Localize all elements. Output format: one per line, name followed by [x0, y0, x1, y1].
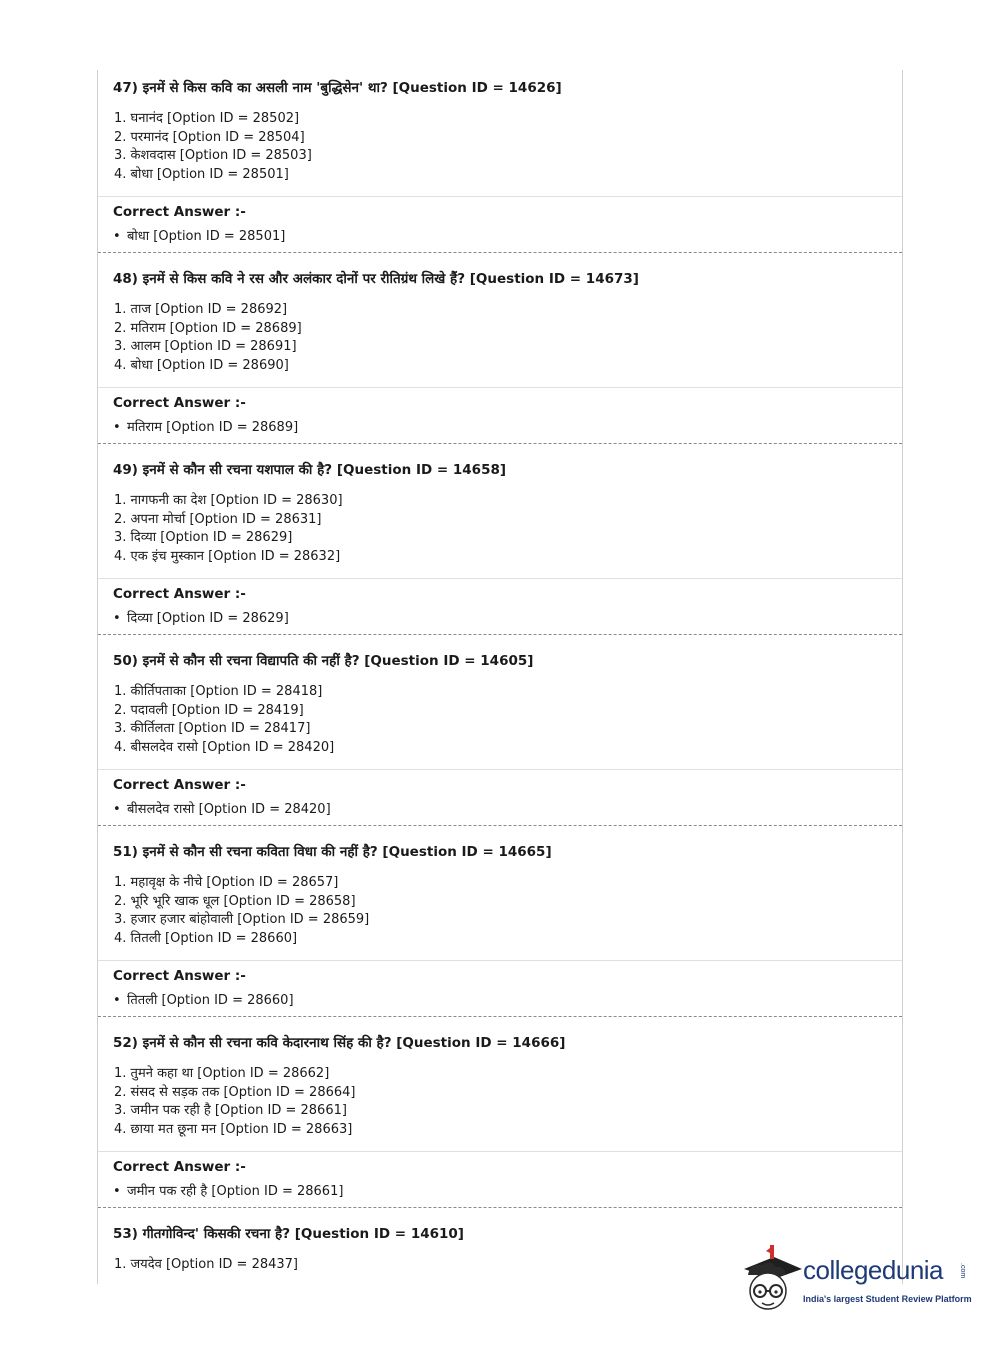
divider — [98, 960, 902, 961]
question-title: 49) इनमें से कौन सी रचना यशपाल की है? [Question ID = 14658] — [113, 462, 507, 478]
question-title: 51) इनमें से कौन सी रचना कविता विधा की नहीं है? [Question ID = 14665] — [113, 844, 552, 860]
question-separator — [98, 443, 902, 444]
question-title: 47) इनमें से किस कवि का असली नाम 'बुद्धिसेन' था? [Question ID = 14626] — [113, 80, 562, 96]
correct-answer-text: दिव्या [Option ID = 28629] — [127, 611, 289, 626]
correct-answer — [113, 608, 289, 626]
logo-tagline: India's largest Student Review Platform — [803, 1294, 972, 1304]
option-item: 1. नागफनी का देश [Option ID = 28630] — [114, 493, 343, 508]
collegedunia-logo — [740, 1245, 970, 1317]
correct-answer-text: बोधा [Option ID = 28501] — [127, 229, 286, 244]
option-item: 4. एक इंच मुस्कान [Option ID = 28632] — [114, 548, 341, 564]
graduate-mascot-icon — [740, 1245, 802, 1315]
option-list — [114, 492, 343, 566]
correct-answer-text: जमीन पक रही है [Option ID = 28661] — [127, 1184, 344, 1199]
divider — [98, 578, 902, 579]
bullet-icon: • — [113, 993, 121, 1008]
option-item: 1. महावृक्ष के नीचे [Option ID = 28657] — [114, 875, 339, 890]
logo-domain-suffix: .com — [959, 1263, 966, 1279]
option-item: 4. बोधा [Option ID = 28501] — [114, 166, 289, 182]
divider — [98, 196, 902, 197]
option-list — [114, 1065, 355, 1139]
option-item: 2. अपना मोर्चा [Option ID = 28631] — [114, 511, 322, 527]
option-item: 3. कीर्तिलता [Option ID = 28417] — [114, 721, 311, 737]
question-title: 53) गीतगोविन्द' किसकी रचना है? [Question ID = 14610] — [113, 1226, 464, 1242]
option-item: 3. जमीन पक रही है [Option ID = 28661] — [114, 1103, 347, 1119]
bullet-icon: • — [113, 1184, 121, 1199]
correct-answer-label: Correct Answer :- — [113, 395, 246, 411]
option-item: 1. जयदेव [Option ID = 28437] — [114, 1257, 299, 1272]
option-item: 2. परमानंद [Option ID = 28504] — [114, 129, 305, 145]
option-item: 1. घनानंद [Option ID = 28502] — [114, 111, 300, 126]
option-item: 3. हजार हजार बांहोवाली [Option ID = 28659] — [114, 912, 370, 928]
correct-answer-text: तितली [Option ID = 28660] — [127, 993, 294, 1008]
option-item: 4. बोधा [Option ID = 28690] — [114, 357, 289, 373]
correct-answer-label: Correct Answer :- — [113, 1159, 246, 1175]
option-item: 2. मतिराम [Option ID = 28689] — [114, 320, 302, 336]
option-item: 4. बीसलदेव रासो [Option ID = 28420] — [114, 739, 335, 755]
correct-answer — [113, 799, 331, 817]
logo-wordmark: collegedunia — [803, 1255, 944, 1285]
option-item: 3. दिव्या [Option ID = 28629] — [114, 530, 293, 546]
question-title: 48) इनमें से किस कवि ने रस और अलंकार दोनों पर रीतिग्रंथ लिखे हैं? [Question ID = 14673] — [113, 271, 639, 287]
bullet-icon: • — [113, 420, 121, 435]
bullet-icon: • — [113, 229, 121, 244]
correct-answer-label: Correct Answer :- — [113, 968, 246, 984]
question-separator — [98, 1207, 902, 1208]
option-item: 3. केशवदास [Option ID = 28503] — [114, 148, 312, 164]
bullet-icon: • — [113, 802, 121, 817]
option-item: 2. संसद से सड़क तक [Option ID = 28664] — [114, 1084, 356, 1100]
question-separator — [98, 252, 902, 253]
correct-answer — [113, 990, 294, 1008]
option-item: 4. छाया मत छूना मन [Option ID = 28663] — [114, 1121, 353, 1137]
correct-answer-text: मतिराम [Option ID = 28689] — [127, 420, 299, 435]
divider — [98, 769, 902, 770]
question-separator — [98, 1016, 902, 1017]
option-item: 2. भूरि भूरि खाक धूल [Option ID = 28658] — [114, 893, 356, 909]
option-list — [114, 874, 369, 948]
option-item: 1. कीर्तिपताका [Option ID = 28418] — [114, 684, 323, 699]
correct-answer — [113, 226, 285, 244]
correct-answer-text: बीसलदेव रासो [Option ID = 28420] — [127, 802, 331, 817]
option-item: 3. आलम [Option ID = 28691] — [114, 339, 297, 355]
divider — [98, 387, 902, 388]
correct-answer-label: Correct Answer :- — [113, 777, 246, 793]
correct-answer — [113, 417, 298, 435]
question-title: 50) इनमें से कौन सी रचना विद्यापति की नहीं है? [Question ID = 14605] — [113, 653, 534, 669]
correct-answer — [113, 1181, 343, 1199]
question-paper-frame — [97, 70, 903, 1284]
option-item: 1. ताज [Option ID = 28692] — [114, 302, 288, 317]
option-list — [114, 301, 302, 375]
divider — [98, 1151, 902, 1152]
bullet-icon: • — [113, 611, 121, 626]
option-list — [114, 683, 334, 757]
correct-answer-label: Correct Answer :- — [113, 204, 246, 220]
option-list — [114, 1256, 298, 1275]
option-item: 1. तुमने कहा था [Option ID = 28662] — [114, 1066, 330, 1081]
option-item: 2. पदावली [Option ID = 28419] — [114, 702, 304, 718]
option-list — [114, 110, 312, 184]
option-item: 4. तितली [Option ID = 28660] — [114, 930, 298, 946]
correct-answer-label: Correct Answer :- — [113, 586, 246, 602]
question-separator — [98, 825, 902, 826]
question-title: 52) इनमें से कौन सी रचना कवि केदारनाथ सिंह की है? [Question ID = 14666] — [113, 1035, 566, 1051]
question-separator — [98, 634, 902, 635]
